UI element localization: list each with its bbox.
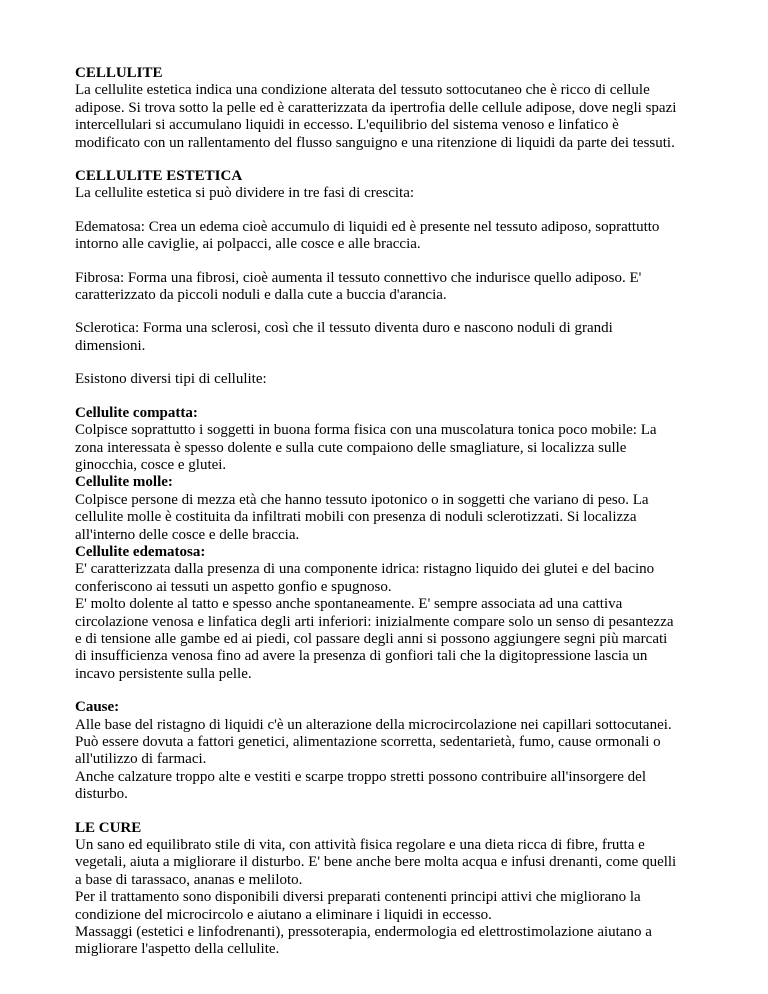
text-line: conferiscono ai tessuti un aspetto gonfio e spugnoso. [75,578,392,595]
text-line: La cellulite estetica indica una condizione alterata del tessuto sottocutaneo che è ricco di cellule [75,82,650,99]
text-line: Fibrosa: Forma una fibrosi, cioè aumenta il tessuto connettivo che indurisce quello adiposo. E' [75,269,642,286]
document-body [75,65,705,975]
text-line: disturbo. [75,786,128,803]
subheading-edematosa: Cellulite edematosa: [75,543,206,560]
section-tipi-cellulite [75,405,705,684]
text-line: Edematosa: Crea un edema cioè accumulo di liquidi ed è presente nel tessuto adiposo, soprattutto [75,218,660,235]
paragraph-edematosa [75,219,705,254]
section-le-cure [75,820,705,959]
text-line: vegetali, aiuta a migliorare il disturbo. E' bene anche bere molta acqua e infusi drenanti, come quelli [75,854,677,871]
text-line: all'interno delle cosce e delle braccia. [75,526,300,543]
text-line: all'utilizzo di farmaci. [75,751,207,768]
text-line: modificato con un rallentamento del flusso sanguigno e una ritenzione di liquidi da parte dei tessuti. [75,134,675,151]
text-line: caratterizzato da piccoli noduli e dalla cute a buccia d'arancia. [75,287,447,304]
subheading-compatta: Cellulite compatta: [75,404,198,421]
section-cause [75,699,705,803]
text-line: dimensioni. [75,337,146,354]
text-line: Per il trattamento sono disponibili diversi preparati contenenti principi attivi che migliorano la [75,889,641,906]
paragraph-fibrosa [75,270,705,305]
text-line: migliorare l'aspetto della cellulite. [75,941,280,958]
text-line: Colpisce persone di mezza età che hanno tessuto ipotonico o in soggetti che variano di peso. La [75,491,649,508]
text-line: incavo persistente sulla pelle. [75,665,252,682]
text-line: Massaggi (estetici e linfodrenanti), pressoterapia, endermologia ed elettrostimolazione aiutano a [75,924,652,941]
text-line: intercellulari si accumulano liquidi in eccesso. L'equilibrio del sistema venoso e linfatico è [75,117,619,134]
text-line: Alle base del ristagno di liquidi c'è un alterazione della microcircolazione nei capillari sottocutanei. [75,716,672,733]
text-line: condizione del microcircolo e aiutano a eliminare i liquidi in eccesso. [75,906,492,923]
paragraph-tipi-intro [75,371,705,388]
section-heading: CELLULITE [75,65,163,81]
subheading-molle: Cellulite molle: [75,474,173,491]
text-line: cellulite molle è costituita da infiltrati mobili con presenza di noduli sclerotizzati. Si localizza [75,509,637,526]
text-line: adipose. Si trova sotto la pelle ed è caratterizzata da ipertrofia delle cellule adipose, dove negli spazi [75,99,677,116]
text-line: Anche calzature troppo alte e vestiti e scarpe troppo stretti possono contribuire all'insorgere del [75,768,646,785]
text-line: Colpisce soprattutto i soggetti in buona forma fisica con una muscolatura tonica poco mobile: La [75,422,657,439]
section-heading: CELLULITE ESTETICA [75,168,243,185]
text-line: zona interessata è spesso dolente e sulla cute compaiono delle smagliature, si localizza sulle [75,439,627,456]
text-line: e di tensione alle gambe ed ai piedi, col passare degli anni si possono aggiungere segni più marcati [75,630,668,647]
text-line: Può essere dovuta a fattori genetici, alimentazione scorretta, sedentarietà, fumo, cause ormonali o [75,734,661,750]
text-line: Esistono diversi tipi di cellulite: [75,371,267,388]
text-line: E' caratterizzata dalla presenza di una componente idrica: ristagno liquido dei glutei e del bacino [75,561,655,578]
section-heading: Cause: [75,699,120,716]
text-line: di insufficienza venosa fino ad avere la presenza di gonfiori tali che la digitopressione lascia un [75,648,648,665]
text-line: Un sano ed equilibrato stile di vita, con attività fisica regolare e una dieta ricca di fibre, frutta e [75,837,645,854]
section-cellulite-estetica [75,168,705,203]
text-line: ginocchia, cosce e glutei. [75,456,227,473]
text-line: La cellulite estetica si può dividere in tre fasi di crescita: [75,185,415,202]
text-line: intorno alle caviglie, ai polpacci, alle cosce e alle braccia. [75,236,421,253]
text-line: Sclerotica: Forma una sclerosi, così che il tessuto diventa duro e nascono noduli di grandi [75,320,613,337]
section-cellulite [75,65,705,152]
text-line: a base di tarassaco, ananas e meliloto. [75,871,303,888]
section-heading: LE CURE [75,819,142,836]
paragraph-sclerotica [75,320,705,355]
text-line: E' molto dolente al tatto e spesso anche spontaneamente. E' sempre associata ad una cattiva [75,596,623,613]
text-line: circolazione venosa e linfatica degli arti inferiori: inizialmente compare solo un senso di pesantezza [75,613,674,630]
